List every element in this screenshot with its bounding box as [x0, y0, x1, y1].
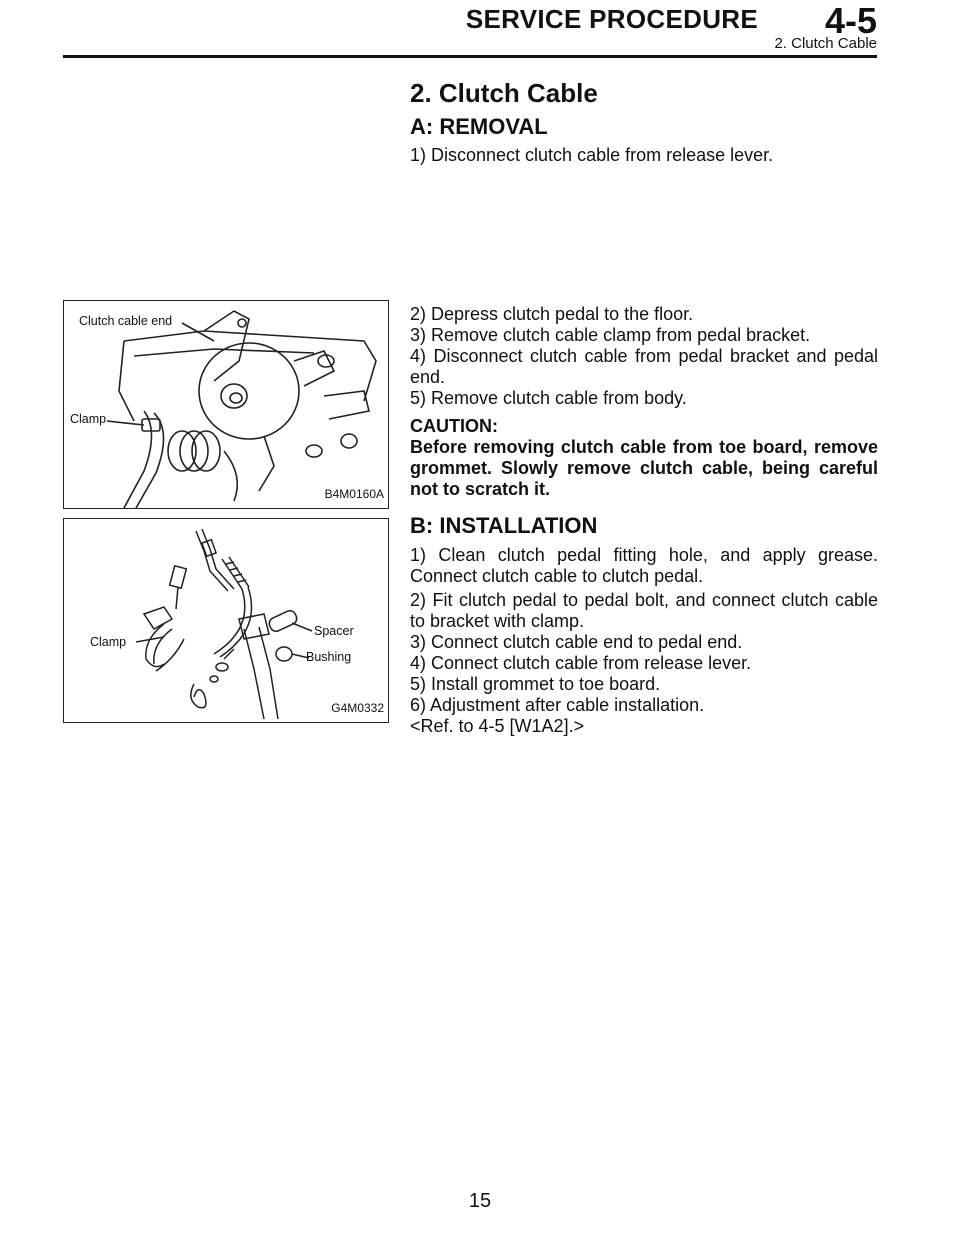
removal-heading: A: REMOVAL [410, 114, 548, 139]
callout-bushing: Bushing [306, 650, 352, 664]
page-number: 15 [468, 1190, 492, 1212]
figure-clutch-cable-pedal-drawing [64, 301, 388, 508]
callout-clutch-cable-end: Clutch cable end [79, 314, 173, 328]
removal-step-5: 5) Remove clutch cable from body. [410, 388, 687, 408]
figure-clutch-cable-parts [63, 518, 389, 723]
removal-step-4: 4) Disconnect clutch cable from pedal bracket and pedal end. [410, 346, 878, 387]
callout-clamp: Clamp [70, 412, 107, 426]
removal-step-1: 1) Disconnect clutch cable from release lever. [410, 145, 774, 165]
installation-step-6: 6) Adjustment after cable installation. [410, 695, 705, 715]
installation-heading: B: INSTALLATION [410, 513, 598, 538]
installation-reference: <Ref. to 4-5 [W1A2].> [410, 716, 585, 736]
header-section-number: 4-5 [824, 0, 877, 41]
callout-spacer: Spacer [314, 624, 354, 638]
installation-step-4: 4) Connect clutch cable from release lever. [410, 653, 752, 673]
figure-clutch-cable-pedal [63, 300, 389, 509]
installation-step-2: 2) Fit clutch pedal to pedal bolt, and connect clutch cable to bracket with clamp. [410, 590, 878, 631]
figure-code: B4M0160A [324, 487, 384, 501]
installation-step-3: 3) Connect clutch cable end to pedal end. [410, 632, 743, 652]
section-title: 2. Clutch Cable [410, 78, 598, 108]
caution-label: CAUTION: [410, 416, 498, 436]
figure-code: G4M0332 [331, 701, 384, 715]
caution-text: Before removing clutch cable from toe board, remove grommet. Slowly remove clutch cable, being careful not to scratch it. [410, 437, 878, 499]
figure-clutch-cable-parts-drawing [64, 519, 388, 722]
header-title: SERVICE PROCEDURE [465, 4, 758, 34]
header-subtitle: 2. Clutch Cable [774, 35, 877, 52]
removal-step-2: 2) Depress clutch pedal to the floor. [410, 304, 694, 324]
installation-step-5: 5) Install grommet to toe board. [410, 674, 661, 694]
header-rule [63, 55, 877, 58]
callout-clamp: Clamp [90, 635, 127, 649]
removal-step-3: 3) Remove clutch cable clamp from pedal bracket. [410, 325, 811, 345]
installation-step-1: 1) Clean clutch pedal fitting hole, and apply grease. Connect clutch cable to clutch pedal. [410, 545, 878, 586]
